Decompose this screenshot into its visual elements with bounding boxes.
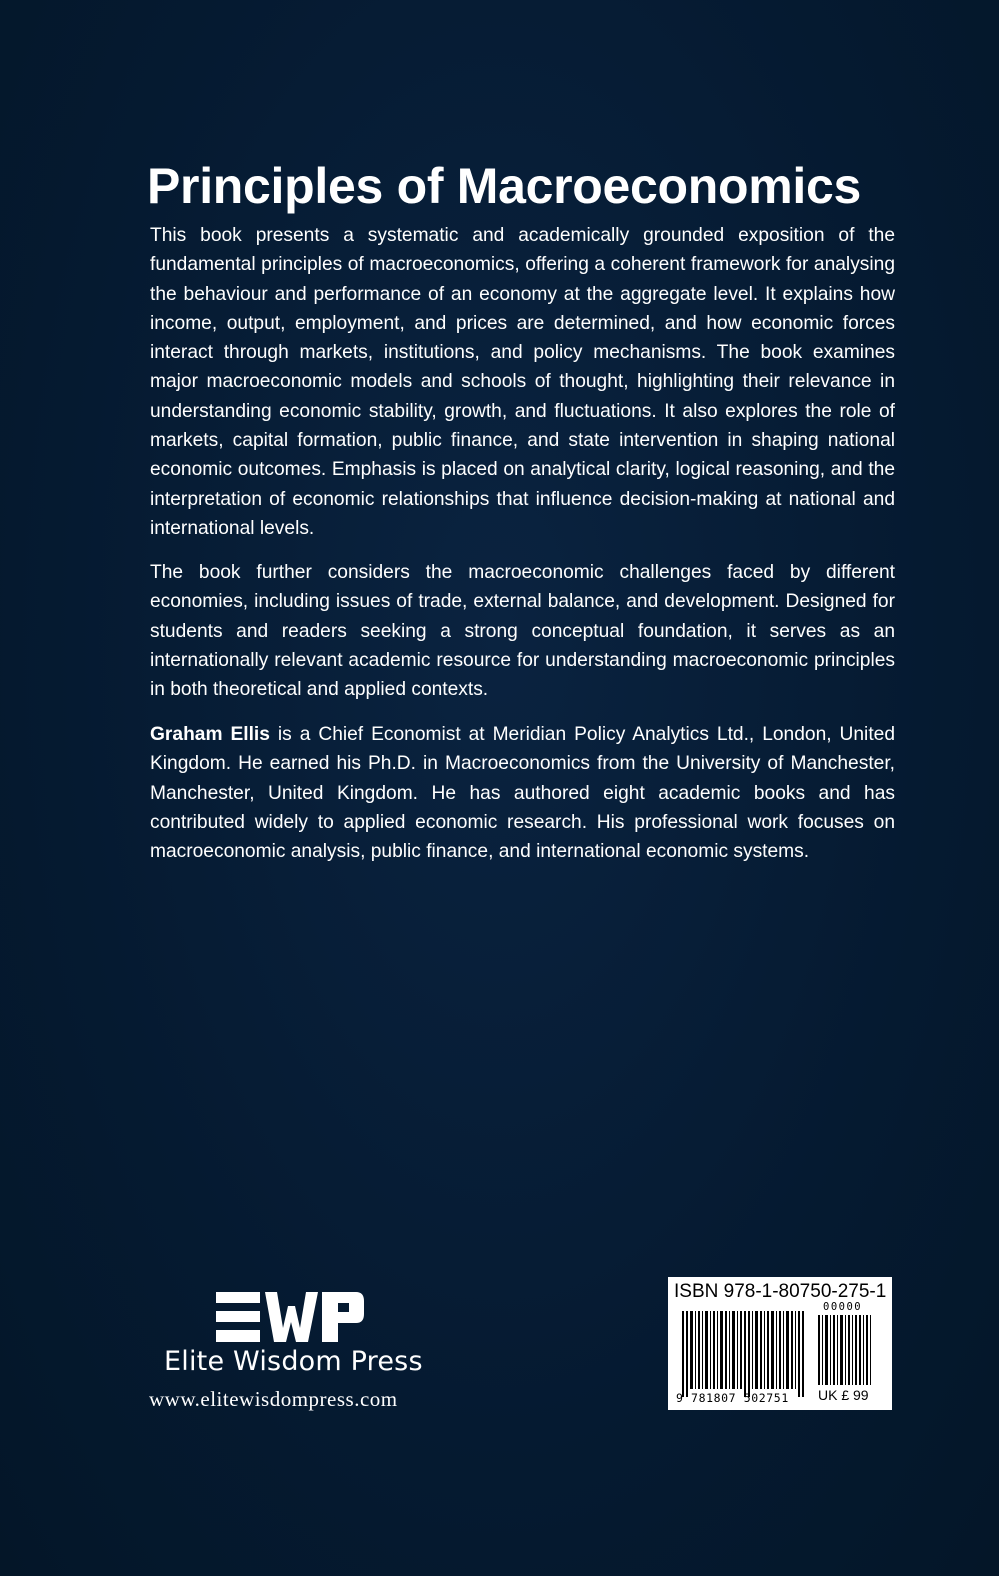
author-bio-text: is a Chief Economist at Meridian Policy Analytics Ltd., London, United Kingdom. He earned his Ph.D. in Macroeconomics from the University of Manchester, Manchester, United Kingdom. He has authored eight academic books and has contributed widely to applied economic research. His professional work focuses on macroeconomic analysis, public finance, and international economic systems. bbox=[150, 724, 895, 863]
ewp-logo-icon bbox=[216, 1292, 364, 1344]
author-name: Graham Ellis bbox=[150, 724, 270, 745]
isbn-number: ISBN 978-1-80750-275-1 bbox=[674, 1281, 887, 1302]
publisher-name: Elite Wisdom Press bbox=[164, 1346, 423, 1377]
isbn-barcode bbox=[668, 1277, 892, 1410]
publisher-website: www.elitewisdompress.com bbox=[149, 1387, 398, 1411]
book-title: Principles of Macroeconomics bbox=[147, 158, 862, 214]
author-bio bbox=[150, 720, 895, 866]
addon-digits: 00000 bbox=[823, 1301, 863, 1313]
ean-digits: 9 781807 502751 bbox=[676, 1391, 789, 1405]
publisher-logo bbox=[147, 1292, 437, 1411]
price-label: UK £ 99 bbox=[818, 1387, 869, 1403]
description-paragraph-1: This book presents a systematic and academically grounded exposition of the fundamental principles of macroeconomics, offering a coherent framework for analysing the behaviour and performance of an economy at the aggregate level. It explains how income, output, employment, and prices are determined, and how economic forces interact through markets, institutions, and policy mechanisms. The book examines major macroeconomic models and schools of thought, highlighting their relevance in understanding economic stability, growth, and fluctuations. It also explores the role of markets, capital formation, public finance, and state intervention in shaping national economic outcomes. Emphasis is placed on analytical clarity, logical reasoning, and the interpretation of economic relationships that influence decision-making at national and international levels. bbox=[150, 225, 895, 539]
description-paragraph-2: The book further considers the macroeconomic challenges faced by different economies, including issues of trade, external balance, and development. Designed for students and readers seeking a strong conceptual foundation, it serves as an internationally relevant academic resource for understanding macroeconomic principles in both theoretical and applied contexts. bbox=[150, 562, 895, 701]
